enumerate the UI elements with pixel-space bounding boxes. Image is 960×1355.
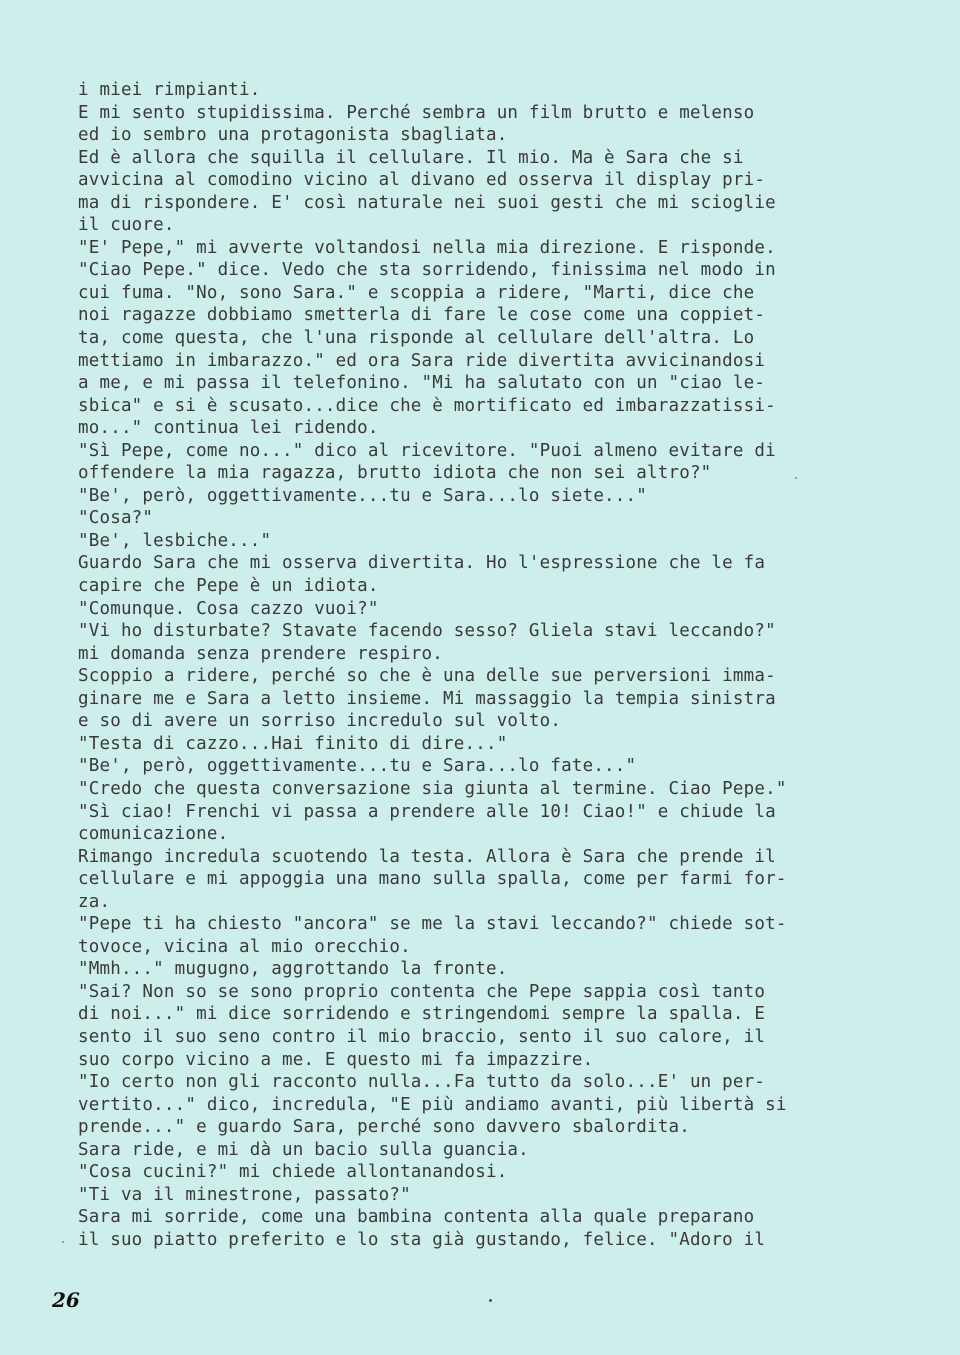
text-line: "Be', però, oggettivamente...tu e Sara...lo fate..." [78, 756, 637, 777]
text-line: ta, come questa, che l'una risponde al cellulare dell'altra. Lo [78, 328, 755, 349]
text-line: mo..." continua lei ridendo. [78, 418, 379, 439]
page-number: 26 [52, 1288, 80, 1312]
text-line: "Be', però, oggettivamente...tu e Sara...lo siete..." [78, 485, 648, 506]
text-line: tovoce, vicina al mio orecchio. [78, 936, 411, 957]
text-line: cui fuma. "No, sono Sara." e scoppia a ridere, "Marti, dice che [78, 282, 755, 303]
text-line: sbica" e si è scusato...dice che è mortificato ed imbarazzatissi- [78, 395, 776, 416]
text-line: "Pepe ti ha chiesto "ancora" se me la stavi leccando?" chiede sot- [78, 914, 787, 935]
text-line: "Ciao Pepe." dice. Vedo che sta sorridendo, finissima nel modo in [78, 260, 776, 281]
text-line: cellulare e mi appoggia una mano sulla spalla, come per farmi for- [78, 869, 787, 890]
text-line: "Cosa cucini?" mi chiede allontanandosi. [78, 1162, 508, 1183]
text-line: "Mmh..." mugugno, aggrottando la fronte. [78, 959, 508, 980]
text-line: "Be', lesbiche..." [78, 530, 272, 551]
text-line: "Comunque. Cosa cazzo vuoi?" [78, 598, 379, 619]
text-line: "Testa di cazzo...Hai finito di dire..." [78, 733, 508, 754]
ink-speck [795, 477, 797, 479]
text-line: di noi..." mi dice sorridendo e stringendomi sempre la spalla. E [78, 1004, 766, 1025]
text-line: vertito..." dico, incredula, "E più andiamo avanti, più libertà si [78, 1094, 787, 1115]
ink-speck [489, 1299, 492, 1302]
text-line: Rimango incredula scuotendo la testa. Allora è Sara che prende il [78, 846, 776, 867]
text-line: ed io sembro una protagonista sbagliata. [78, 125, 508, 146]
ink-speck [62, 1241, 64, 1243]
text-line: offendere la mia ragazza, brutto idiota che non sei altro?" [78, 463, 712, 484]
text-line: "Cosa?" [78, 508, 154, 529]
text-line: avvicina al comodino vicino al divano ed osserva il display pri- [78, 170, 766, 191]
text-line: "Vi ho disturbate? Stavate facendo sesso? Gliela stavi leccando?" [78, 621, 776, 642]
text-line: mettiamo in imbarazzo." ed ora Sara ride divertita avvicinandosi [78, 350, 766, 371]
text-line: sento il suo seno contro il mio braccio, sento il suo calore, il [78, 1026, 766, 1047]
text-line: ginare me e Sara a letto insieme. Mi massaggio la tempia sinistra [78, 688, 776, 709]
text-line: noi ragazze dobbiamo smetterla di fare le cose come una coppiet- [78, 305, 766, 326]
text-line: "Sai? Non so se sono proprio contenta che Pepe sappia così tanto [78, 981, 766, 1002]
text-line: suo corpo vicino a me. E questo mi fa impazzire. [78, 1049, 594, 1070]
text-line: "Credo che questa conversazione sia giunta al termine. Ciao Pepe." [78, 778, 787, 799]
text-line: Sara mi sorride, come una bambina contenta alla quale preparano [78, 1207, 755, 1228]
text-line: il suo piatto preferito e lo sta già gustando, felice. "Adoro il [78, 1229, 766, 1250]
text-line: "Sì Pepe, come no..." dico al ricevitore. "Puoi almeno evitare di [78, 440, 776, 461]
text-line: il cuore. [78, 215, 175, 236]
text-line: ma di rispondere. E' così naturale nei suoi gesti che mi scioglie [78, 192, 776, 213]
text-line: a me, e mi passa il telefonino. "Mi ha salutato con un "ciao le- [78, 373, 766, 394]
text-line: "Sì ciao! Frenchi vi passa a prendere alle 10! Ciao!" e chiude la [78, 801, 776, 822]
text-line: "E' Pepe," mi avverte voltandosi nella mia direzione. E risponde. [78, 237, 776, 258]
text-line: prende..." e guardo Sara, perché sono davvero sbalordita. [78, 1117, 690, 1138]
text-line: "Ti va il minestrone, passato?" [78, 1184, 411, 1205]
text-line: "Io certo non gli racconto nulla...Fa tutto da solo...E' un per- [78, 1072, 766, 1093]
text-line: mi domanda senza prendere respiro. [78, 643, 444, 664]
text-line: Ed è allora che squilla il cellulare. Il mio. Ma è Sara che si [78, 147, 744, 168]
text-line: e so di avere un sorriso incredulo sul volto. [78, 711, 562, 732]
text-line: Guardo Sara che mi osserva divertita. Ho l'espressione che le fa [78, 553, 766, 574]
text-line: comunicazione. [78, 824, 229, 845]
text-line: Scoppio a ridere, perché so che è una delle sue perversioni imma- [78, 666, 776, 687]
text-line: E mi sento stupidissima. Perché sembra un film brutto e melenso [78, 102, 755, 123]
text-line: za. [78, 891, 111, 912]
text-line: i miei rimpianti. [78, 80, 261, 100]
text-line: Sara ride, e mi dà un bacio sulla guancia. [78, 1139, 529, 1160]
text-line: capire che Pepe è un idiota. [78, 576, 379, 597]
body-text [78, 79, 878, 1251]
